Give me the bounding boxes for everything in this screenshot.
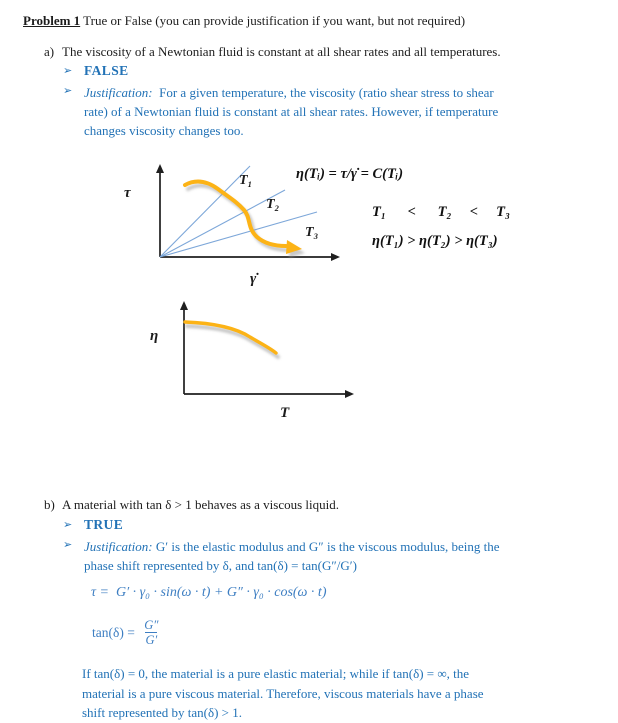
x-axis-label: T xyxy=(280,405,290,421)
y-axis-arrow-icon xyxy=(156,164,164,173)
arrow-bullet-icon: ➢ xyxy=(63,538,73,551)
item-b-statement: A material with tan δ > 1 behaves as a viscous liquid. xyxy=(62,497,340,512)
item-a-answer: FALSE xyxy=(84,63,129,78)
problem-number: Problem 1 xyxy=(23,13,81,28)
tan-delta-equation xyxy=(92,617,158,649)
item-b-justification xyxy=(84,537,500,575)
y-axis-arrow-icon xyxy=(180,301,188,310)
justification-text: For a given temperature, the viscosity (ratio shear stress to shear xyxy=(152,85,494,100)
conclusion-line: material is a pure viscous material. Therefore, viscous materials have a phase xyxy=(82,685,484,701)
fraction-numerator: G″ xyxy=(144,618,159,632)
justification-label: Justification: xyxy=(84,539,153,554)
arrow-bullet-icon: ➢ xyxy=(63,84,73,97)
line-label-T1: T₁ xyxy=(239,173,253,188)
temperature-order-equation: T₁ < T₂ < T₃ xyxy=(372,204,511,220)
item-a-justification xyxy=(84,83,498,140)
conclusion-line: shift represented by tan(δ) > 1. xyxy=(82,705,243,720)
viscosity-order-equation: η(T₁) > η(T₂) > η(T₃) xyxy=(372,233,498,249)
problem-title-rest: True or False (you can provide justification if you want, but not required) xyxy=(80,13,466,28)
item-b-answer: TRUE xyxy=(84,517,124,532)
justification-line: phase shift represented by δ, and tan(δ) = tan(G″/G′) xyxy=(84,558,357,573)
arrow-bullet-icon: ➢ xyxy=(63,518,73,531)
newtonian-line-T1 xyxy=(160,166,253,257)
justification-line xyxy=(84,537,500,556)
x-axis-label: γ̇ xyxy=(250,271,257,287)
item-b-marker: b) xyxy=(44,497,55,512)
x-axis-arrow-icon xyxy=(345,390,354,398)
item-b-conclusion xyxy=(82,664,484,723)
y-axis-label: τ xyxy=(124,185,131,201)
arrow-bullet-icon: ➢ xyxy=(63,64,73,77)
conclusion-line: If tan(δ) = 0, the material is a pure elastic material; while if tan(δ) = ∞, the xyxy=(82,666,470,681)
stress-oscillation-equation: τ = G′ · γ₀ · sin(ω · t) + G″ · γ₀ · cos(ω · t) xyxy=(91,585,327,600)
y-axis-label: η xyxy=(150,328,159,344)
fraction-denominator: G′ xyxy=(145,633,158,647)
item-a-statement: The viscosity of a Newtonian fluid is constant at all shear rates and all temperatures. xyxy=(62,44,501,59)
eta-temperature-plot xyxy=(143,296,363,428)
justification-text: G′ is the elastic modulus and G″ is the viscous modulus, being the xyxy=(152,539,500,554)
justification-line: rate) of a Newtonian fluid is constant at all shear rates. However, if temperature xyxy=(84,104,499,119)
justification-line: changes viscosity changes too. xyxy=(84,123,244,138)
line-label-T2: T₂ xyxy=(266,197,280,212)
line-label-T3: T₃ xyxy=(305,225,319,240)
problem-title xyxy=(23,13,465,29)
item-a-marker: a) xyxy=(44,44,55,59)
justification-label: Justification: xyxy=(84,85,153,100)
x-axis-arrow-icon xyxy=(331,253,340,261)
fraction xyxy=(144,619,158,647)
tan-delta-label: tan(δ) = xyxy=(92,625,139,640)
viscosity-definition-equation: η(Tᵢ) = τ/γ̇ = C(Tᵢ) xyxy=(296,166,404,182)
curve-shadow xyxy=(188,186,289,250)
shear-thinning-curve xyxy=(185,182,286,246)
justification-line xyxy=(84,83,498,102)
